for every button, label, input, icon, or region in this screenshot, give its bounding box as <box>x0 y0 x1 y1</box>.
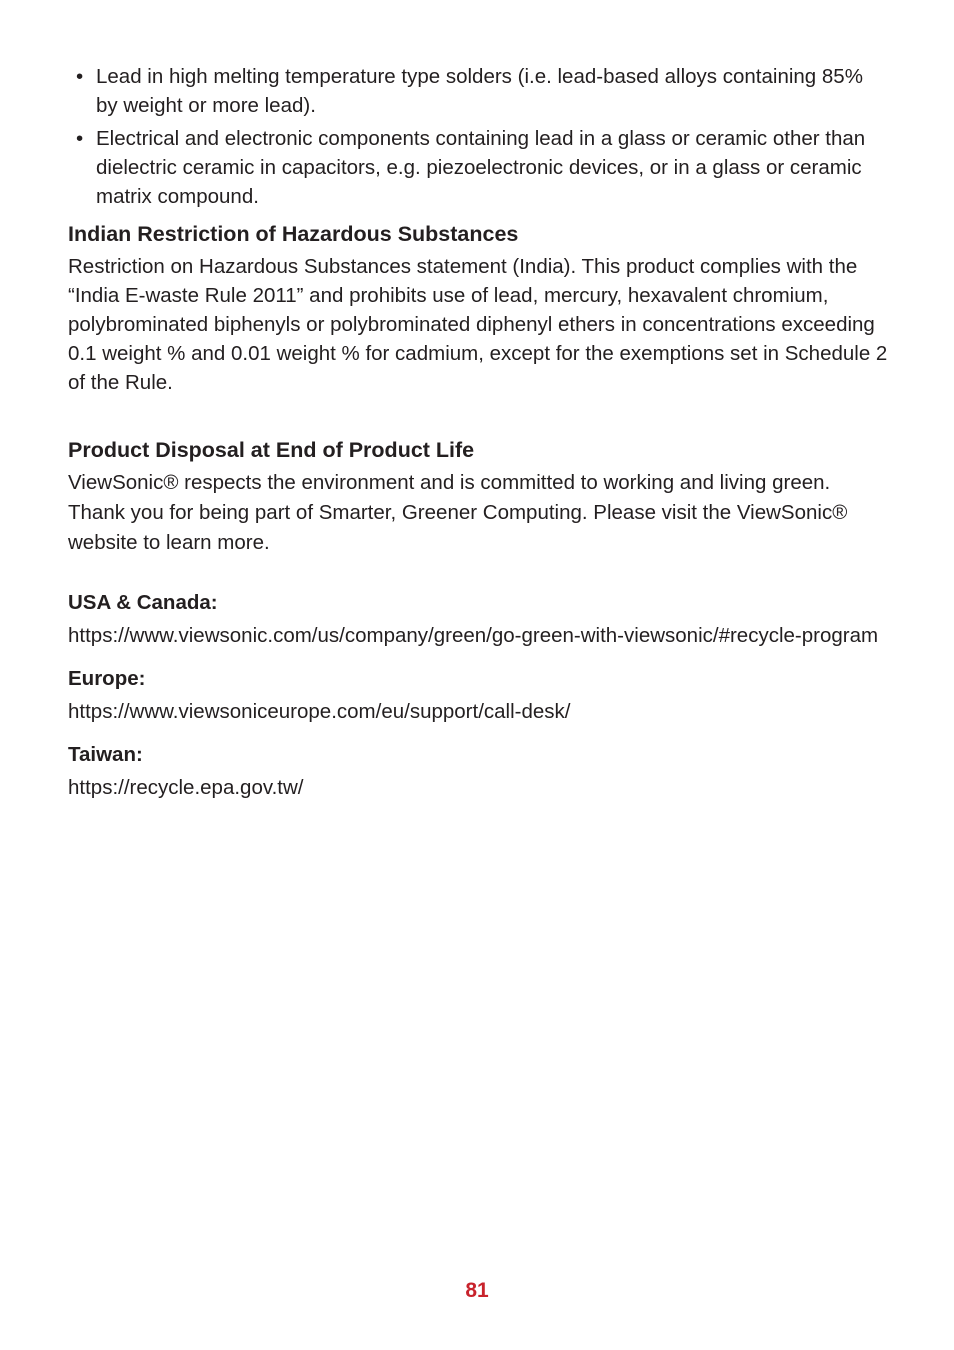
region-taiwan <box>68 740 888 802</box>
india-rohs-section <box>68 219 888 397</box>
exemption-list <box>76 62 888 211</box>
region-europe <box>68 664 888 726</box>
recycle-link-europe[interactable]: https://www.viewsoniceurope.com/eu/support/call-desk/ <box>68 700 571 723</box>
product-disposal-section <box>68 435 888 558</box>
region-usa-canada <box>68 588 888 650</box>
region-label: Taiwan: <box>68 743 143 766</box>
bullet-icon: • <box>76 65 84 88</box>
region-label: USA & Canada: <box>68 591 218 614</box>
region-label: Europe: <box>68 667 146 690</box>
recycle-link-taiwan[interactable]: https://recycle.epa.gov.tw/ <box>68 776 304 799</box>
list-item <box>76 62 888 120</box>
product-disposal-heading: Product Disposal at End of Product Life <box>68 438 475 462</box>
page-number: 81 <box>465 1279 489 1302</box>
bullet-icon: • <box>76 127 84 150</box>
india-rohs-heading: Indian Restriction of Hazardous Substances <box>68 222 519 246</box>
india-rohs-body: Restriction on Hazardous Substances statement (India). This product complies with the “India E-waste Rule 2011” and prohibits use of lead, mercury, hexavalent chromium, polybrominated biphenyls or polybrominated diphenyl ethers in concentrations exceeding 0.1 weight % and 0.01 weight % for cadmium, except for the exemptions set in Schedule 2 of the Rule. <box>68 255 888 394</box>
list-item <box>76 124 888 211</box>
list-item-text: Electrical and electronic components containing lead in a glass or ceramic other than dielectric ceramic in capacitors, e.g. piezoelectronic devices, or in a glass or ceramic matrix compound. <box>96 127 866 208</box>
page-content <box>68 62 888 802</box>
recycle-link-usa-canada[interactable]: https://www.viewsonic.com/us/company/green/go-green-with-viewsonic/#recycle-program <box>68 624 879 647</box>
list-item-text: Lead in high melting temperature type solders (i.e. lead-based alloys containing 85% by weight or more lead). <box>96 65 863 117</box>
product-disposal-body: ViewSonic® respects the environment and is committed to working and living green. Thank you for being part of Smarter, Greener Computing. Please visit the ViewSonic® website to learn more. <box>68 471 848 554</box>
